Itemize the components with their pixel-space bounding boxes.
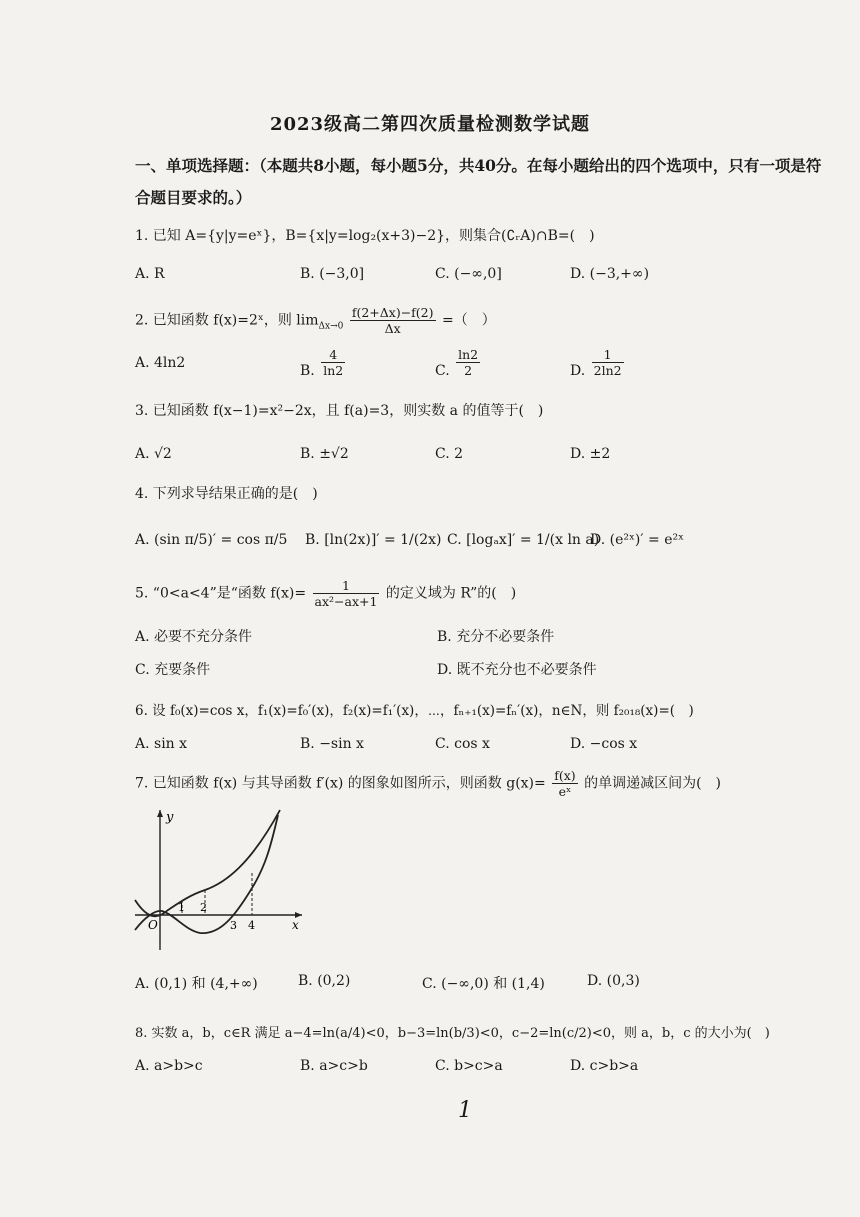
question-3-stem: 3. 已知函数 f(x−1)=x²−2x，且 f(a)=3，则实数 a 的值等于( ) [135,403,544,419]
q7-frac-num: f(x) [554,768,576,783]
exam-title: 2023级高二第四次质量检测数学试题 [269,114,591,135]
q2-lim-sub: Δx→0 [318,321,344,332]
question-2-stem [135,305,825,336]
graph-label-x: x [292,918,299,932]
q2-c-num: ln2 [458,347,479,362]
question-5-options-row1 [135,626,825,650]
q6-option-a[interactable]: A. sin x [135,736,188,752]
q7-option-a[interactable]: A. (0,1) 和 (4,+∞) [135,976,258,992]
graph-tick-1: 1 [178,901,185,914]
graph-label-origin: O [148,918,158,932]
q2-d-num: 1 [592,347,624,363]
q7-frac-den: eˣ [558,784,572,799]
q7-option-b[interactable]: B. (0,2) [298,973,351,989]
q5-frac-den: ax²−ax+1 [314,594,378,609]
q2-fraction [350,305,436,336]
q8-option-a[interactable]: A. a>b>c [135,1058,203,1074]
q2-option-a[interactable]: A. 4ln2 [135,355,186,371]
q4-option-a[interactable]: A. (sin π/5)′ = cos π/5 [135,532,288,548]
question-8-options [135,1058,825,1082]
question-3-options [135,446,825,470]
q2-c-den: 2 [464,363,473,378]
q7-fraction [552,768,577,799]
q2-stem-post: =（ ） [441,312,496,329]
question-1-options [135,266,825,290]
question-8-stem: 8. 实数 a，b，c∈R 满足 a−4=ln(a/4)<0，b−3=ln(b/3)<0，c−2=ln(c/2)<0，则 a，b，c 的大小为( ) [135,1026,770,1041]
question-5-options-row2 [135,659,825,683]
question-4-options [135,532,825,556]
q7-option-d[interactable]: D. (0,3) [587,973,640,989]
q2-option-b-letter: B. [300,362,315,379]
question-7-options [135,973,825,997]
q5-option-d[interactable]: D. 既不充分也不必要条件 [437,662,597,678]
q7-stem-post: 的单调递减区间为( ) [584,775,722,792]
graph-tick-2: 2 [200,901,207,914]
q8-option-b[interactable]: B. a>c>b [300,1058,368,1074]
q2-frac-den: Δx [384,321,401,336]
q3-option-a[interactable]: A. √2 [135,446,172,462]
q3-option-b[interactable]: B. ±√2 [300,446,349,462]
graph-label-y: y [166,810,174,825]
q5-fraction [313,578,380,609]
q2-option-b[interactable] [300,347,347,378]
q1-option-b[interactable]: B. (−3,0] [300,266,365,282]
q8-option-c[interactable]: C. b>c>a [435,1058,503,1074]
graph-tick-4: 4 [248,919,255,932]
q2-option-c[interactable] [435,347,482,378]
graph-curve-derivative [135,810,280,916]
question-5-stem [135,578,825,609]
q2-option-c-frac [456,347,480,378]
q6-option-d[interactable]: D. −cos x [570,736,638,752]
q2-option-c-letter: C. [435,362,450,379]
q8-option-d[interactable]: D. c>b>a [570,1058,639,1074]
q2-d-den: 2ln2 [593,363,622,378]
q2-b-den: ln2 [323,363,344,378]
graph-y-arrow [157,810,163,817]
q1-option-d[interactable]: D. (−3,+∞) [570,266,650,282]
q1-option-a[interactable]: A. R [135,266,165,282]
q5-option-b[interactable]: B. 充分不必要条件 [437,629,555,645]
q2-stem-pre: 2. 已知函数 f(x)=2ˣ，则 lim [135,312,319,329]
question-2-options [135,347,825,385]
q5-stem-pre: 5. “0<a<4”是“函数 f(x)= [135,585,307,602]
q6-option-b[interactable]: B. −sin x [300,736,364,752]
question-6-options [135,736,825,760]
q2-option-d[interactable] [570,347,626,378]
page-number-mark: 1 [458,1098,472,1123]
q5-frac-num: 1 [313,578,380,594]
q4-option-c[interactable]: C. [logₐx]′ = 1/(x ln a) [447,532,600,548]
graph-tick-3: 3 [230,919,237,932]
q1-option-c[interactable]: C. (−∞,0] [435,266,502,282]
q2-option-d-letter: D. [570,362,586,379]
q5-option-a[interactable]: A. 必要不充分条件 [135,629,253,645]
q7-function-graph [130,805,305,955]
q7-option-c[interactable]: C. (−∞,0) 和 (1,4) [422,976,545,992]
q2-option-d-frac [592,347,624,378]
q6-option-c[interactable]: C. cos x [435,736,490,752]
q5-stem-post: 的定义域为 R”的( ) [385,585,517,602]
q4-option-d[interactable]: D. (e²ˣ)′ = e²ˣ [590,532,685,548]
question-6-stem: 6. 设 f₀(x)=cos x，f₁(x)=f₀′(x)，f₂(x)=f₁′(x)，⋯，fₙ₊₁(x)=fₙ′(x)，n∈N，则 f₂₀₁₈(x)=( ) [135,703,694,719]
q3-option-c[interactable]: C. 2 [435,446,464,462]
q2-option-b-frac [321,347,345,378]
question-4-stem: 4. 下列求导结果正确的是( ) [135,486,318,502]
q7-stem-pre: 7. 已知函数 f(x) 与其导函数 f′(x) 的图象如图所示，则函数 g(x)= [135,775,546,792]
section-header: 一、单项选择题：（本题共8小题，每小题5分，共40分。在每小题给出的四个选项中，只有一项是符合题目要求的。） [135,156,822,207]
question-7-stem [135,768,825,799]
question-1-stem: 1. 已知 A={y|y=eˣ}，B={x|y=log₂(x+3)−2}，则集合(∁ᵣA)∩B=( ) [135,228,595,244]
q5-option-c[interactable]: C. 充要条件 [135,662,211,678]
q2-frac-num: f(2+Δx)−f(2) [351,305,434,320]
q2-b-num: 4 [321,347,345,363]
q3-option-d[interactable]: D. ±2 [570,446,611,462]
q4-option-b[interactable]: B. [ln(2x)]′ = 1/(2x) [305,532,442,548]
